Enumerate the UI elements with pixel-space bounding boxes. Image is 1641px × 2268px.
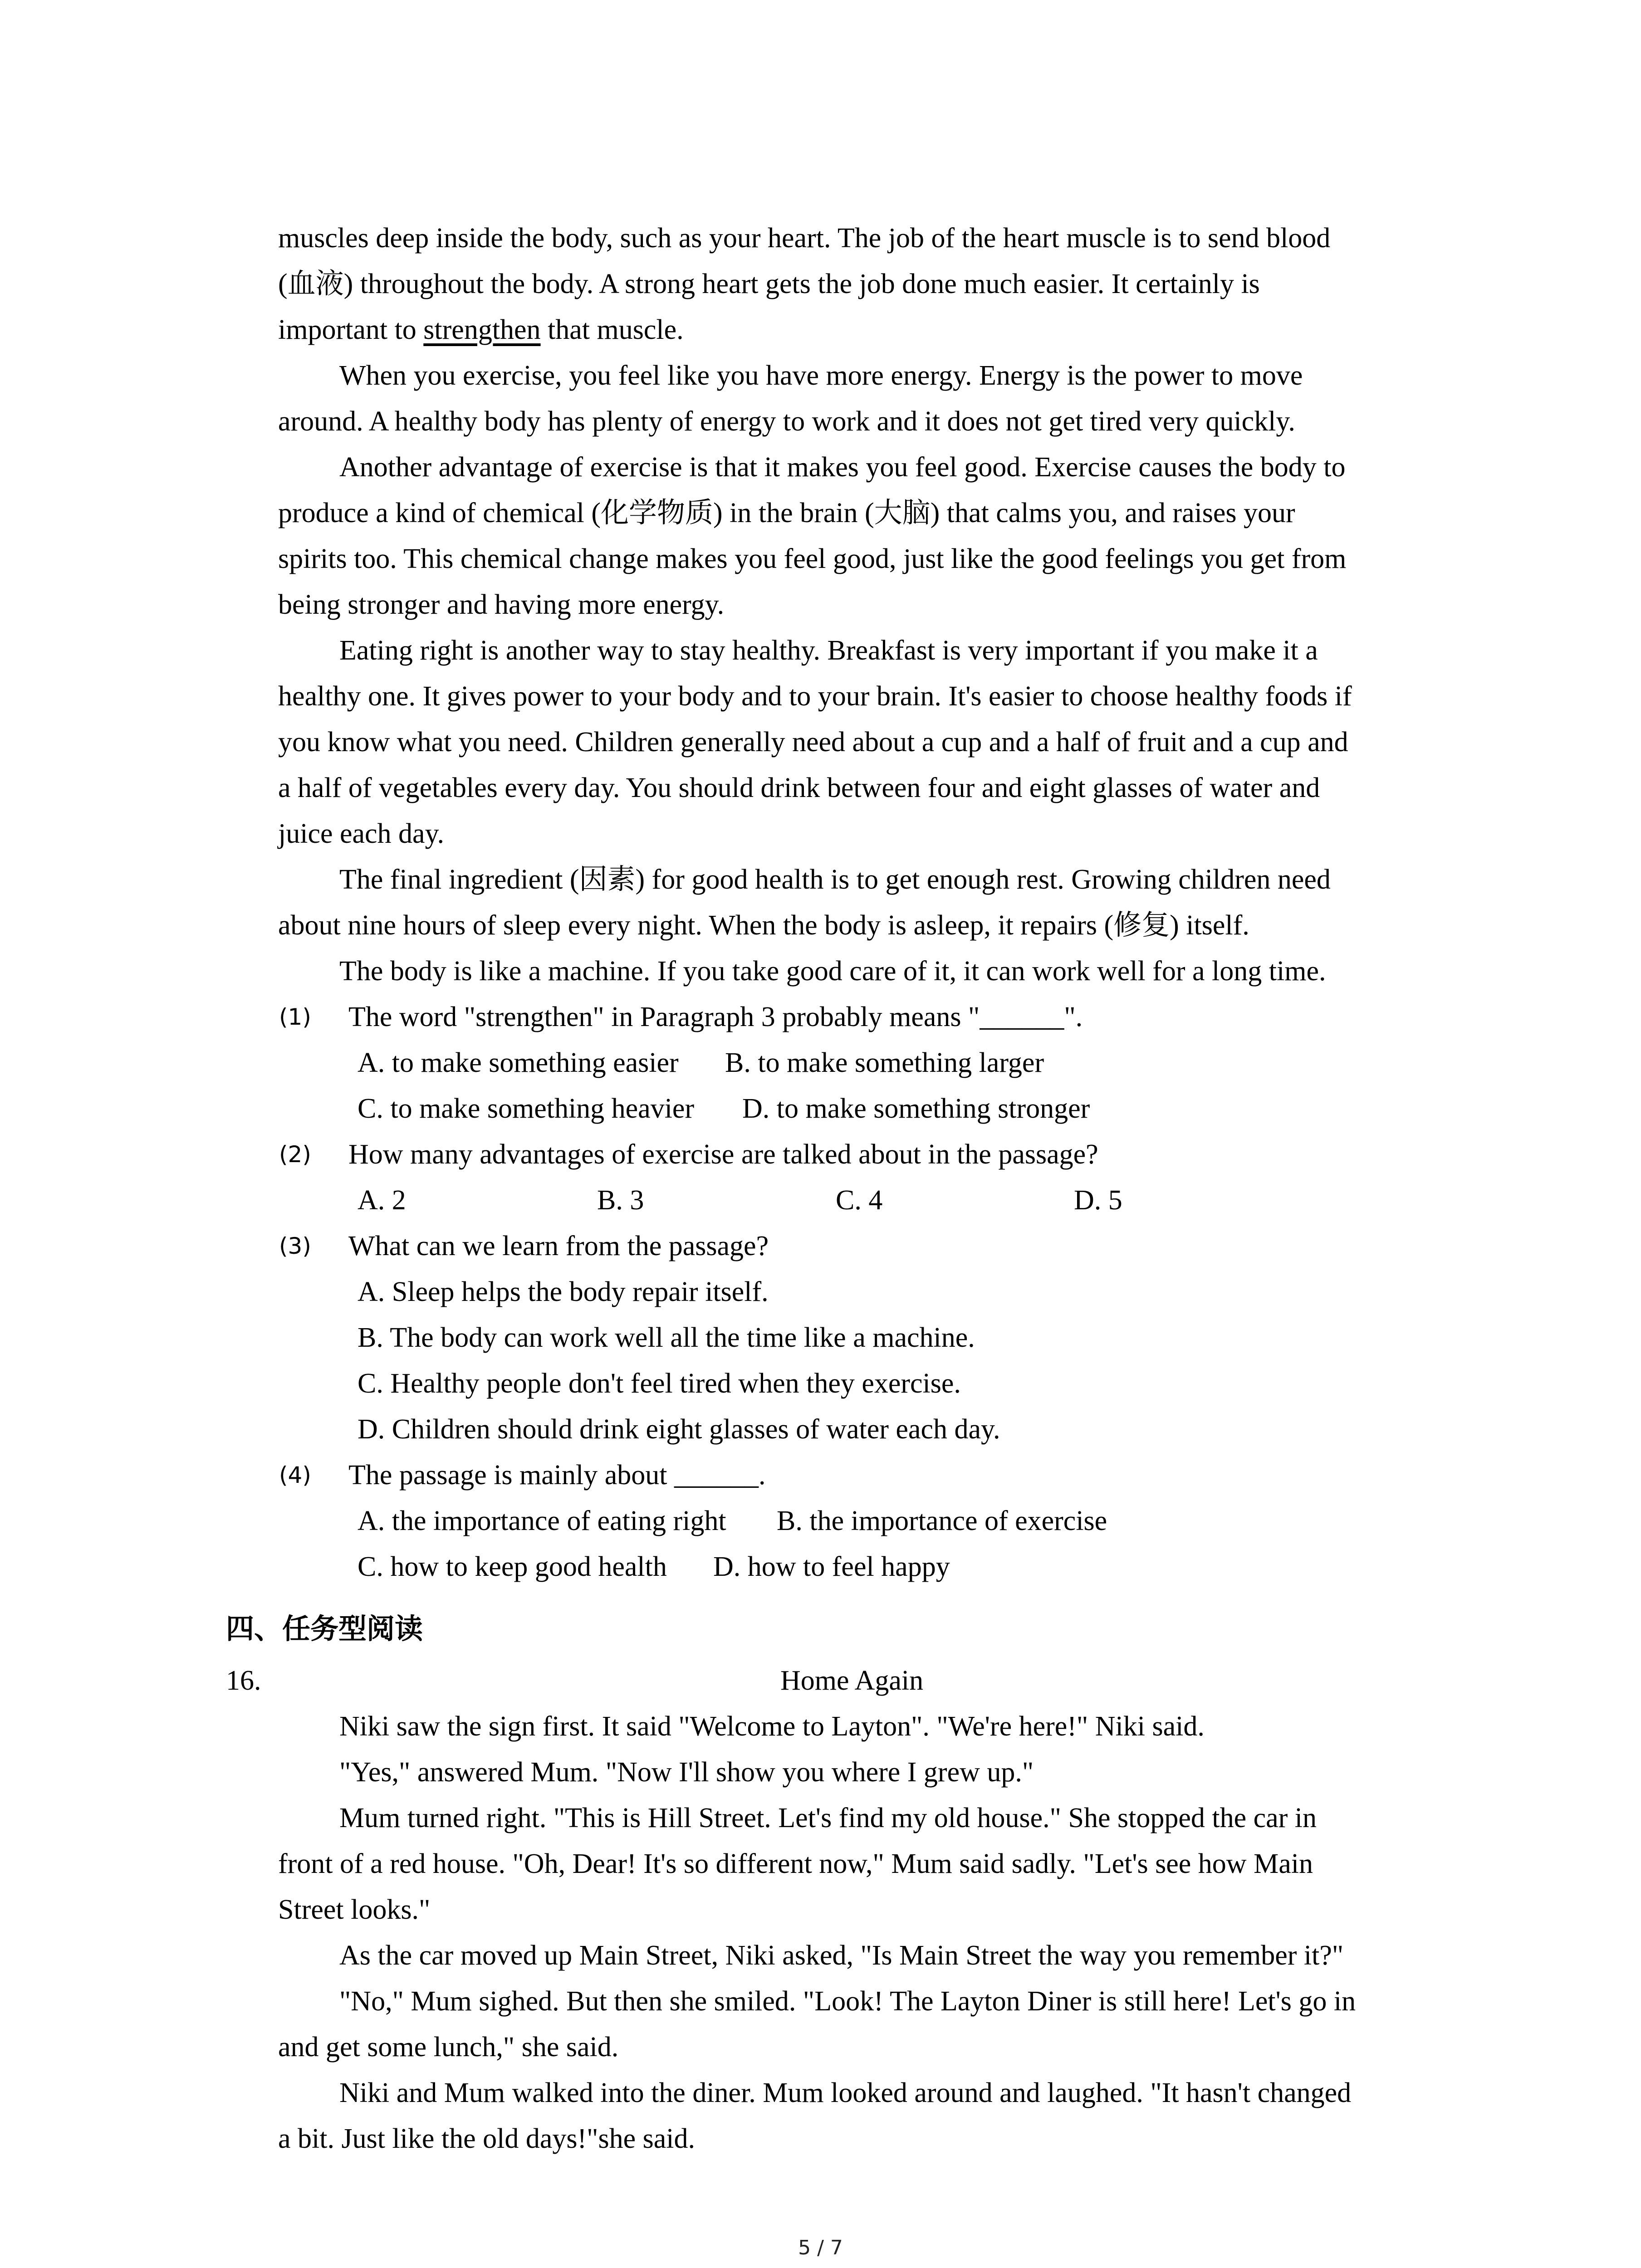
question-text: What can we learn from the passage? — [348, 1231, 769, 1261]
passage-line: produce a kind of chemical (化学物质) in the brain (大脑) that calms you, and raises your — [278, 498, 1295, 528]
option-a: A. to make something easier — [358, 1047, 679, 1078]
passage-line: and get some lunch," she said. — [278, 2032, 619, 2063]
passage-line: about nine hours of sleep every night. When the body is asleep, it repairs (修复) itself. — [278, 910, 1249, 941]
option-d: D. 5 — [1074, 1185, 1122, 1216]
passage-line: healthy one. It gives power to your body and to your brain. It's easier to choose healthy foods if — [278, 681, 1352, 712]
passage-line: Eating right is another way to stay healthy. Breakfast is very important if you make it a — [339, 635, 1318, 666]
option-d: D. to make something stronger — [742, 1093, 1090, 1124]
passage-line: a half of vegetables every day. You should drink between four and eight glasses of water and — [278, 772, 1320, 803]
option-c: C. to make something heavier — [358, 1093, 695, 1124]
question-number: (4) — [279, 1462, 311, 1488]
underlined-word: strengthen — [423, 314, 541, 345]
option-d: D. how to feel happy — [713, 1551, 950, 1582]
passage-line: juice each day. — [278, 818, 445, 849]
option-d: D. Children should drink eight glasses of water each day. — [358, 1414, 1000, 1445]
option-c: C. 4 — [836, 1185, 883, 1216]
passage-line: The final ingredient (因素) for good health is to get enough rest. Growing children need — [339, 864, 1331, 895]
text-span: important to — [278, 314, 424, 345]
passage-line: Niki saw the sign first. It said "Welcome to Layton". "We're here!" Niki said. — [339, 1711, 1205, 1742]
option-b: B. 3 — [597, 1185, 644, 1216]
passage-line: muscles deep inside the body, such as your heart. The job of the heart muscle is to send blood — [278, 223, 1331, 254]
option-b: B. the importance of exercise — [777, 1505, 1107, 1536]
option-a: A. 2 — [358, 1185, 406, 1216]
passage-title: Home Again — [780, 1665, 924, 1696]
passage-line: (血液) throughout the body. A strong heart gets the job done much easier. It certainly is — [278, 269, 1260, 299]
passage-line: The body is like a machine. If you take good care of it, it can work well for a long time. — [339, 956, 1326, 987]
question-text: The word "strengthen" in Paragraph 3 probably means "______". — [348, 1002, 1083, 1032]
option-a: A. the importance of eating right — [358, 1505, 726, 1536]
option-b: B. The body can work well all the time like a machine. — [358, 1322, 975, 1353]
passage-line: being stronger and having more energy. — [278, 589, 725, 620]
passage-line: "No," Mum sighed. But then she smiled. "Look! The Layton Diner is still here! Let's go in — [339, 1986, 1356, 2017]
passage-line: Street looks." — [278, 1894, 431, 1925]
passage-line: Another advantage of exercise is that it makes you feel good. Exercise causes the body to — [339, 452, 1346, 483]
section-heading: 四、任务型阅读 — [226, 1612, 423, 1645]
passage-line: spirits too. This chemical change makes you feel good, just like the good feelings you get from — [278, 543, 1347, 574]
passage-line: As the car moved up Main Street, Niki asked, "Is Main Street the way you remember it?" — [339, 1940, 1344, 1971]
option-c: C. how to keep good health — [358, 1551, 667, 1582]
question-number: (1) — [279, 1004, 311, 1030]
passage-line — [278, 307, 684, 353]
option-c: C. Healthy people don't feel tired when they exercise. — [358, 1368, 961, 1399]
passage-line: Mum turned right. "This is Hill Street. Let's find my old house." She stopped the car in — [339, 1803, 1317, 1833]
option-b: B. to make something larger — [725, 1047, 1044, 1078]
passage-line: Niki and Mum walked into the diner. Mum looked around and laughed. "It hasn't changed — [339, 2077, 1352, 2108]
passage-line: front of a red house. "Oh, Dear! It's so different now," Mum said sadly. "Let's see how Main — [278, 1848, 1313, 1879]
passage-line: "Yes," answered Mum. "Now I'll show you where I grew up." — [339, 1757, 1034, 1788]
text-span: that muscle. — [540, 314, 684, 345]
question-number: 16. — [226, 1665, 261, 1696]
passage-line: you know what you need. Children generally need about a cup and a half of fruit and a cup and — [278, 727, 1348, 758]
page-number: 5 / 7 — [798, 2236, 843, 2259]
passage-line: When you exercise, you feel like you have more energy. Energy is the power to move — [339, 360, 1303, 391]
passage-line: around. A healthy body has plenty of energy to work and it does not get tired very quickly. — [278, 406, 1295, 437]
passage-line: a bit. Just like the old days!"she said. — [278, 2123, 696, 2154]
question-text: The passage is mainly about ______. — [348, 1460, 766, 1491]
question-number: (2) — [279, 1141, 311, 1168]
question-text: How many advantages of exercise are talked about in the passage? — [348, 1139, 1098, 1170]
option-a: A. Sleep helps the body repair itself. — [358, 1276, 769, 1307]
question-number: (3) — [279, 1233, 311, 1259]
